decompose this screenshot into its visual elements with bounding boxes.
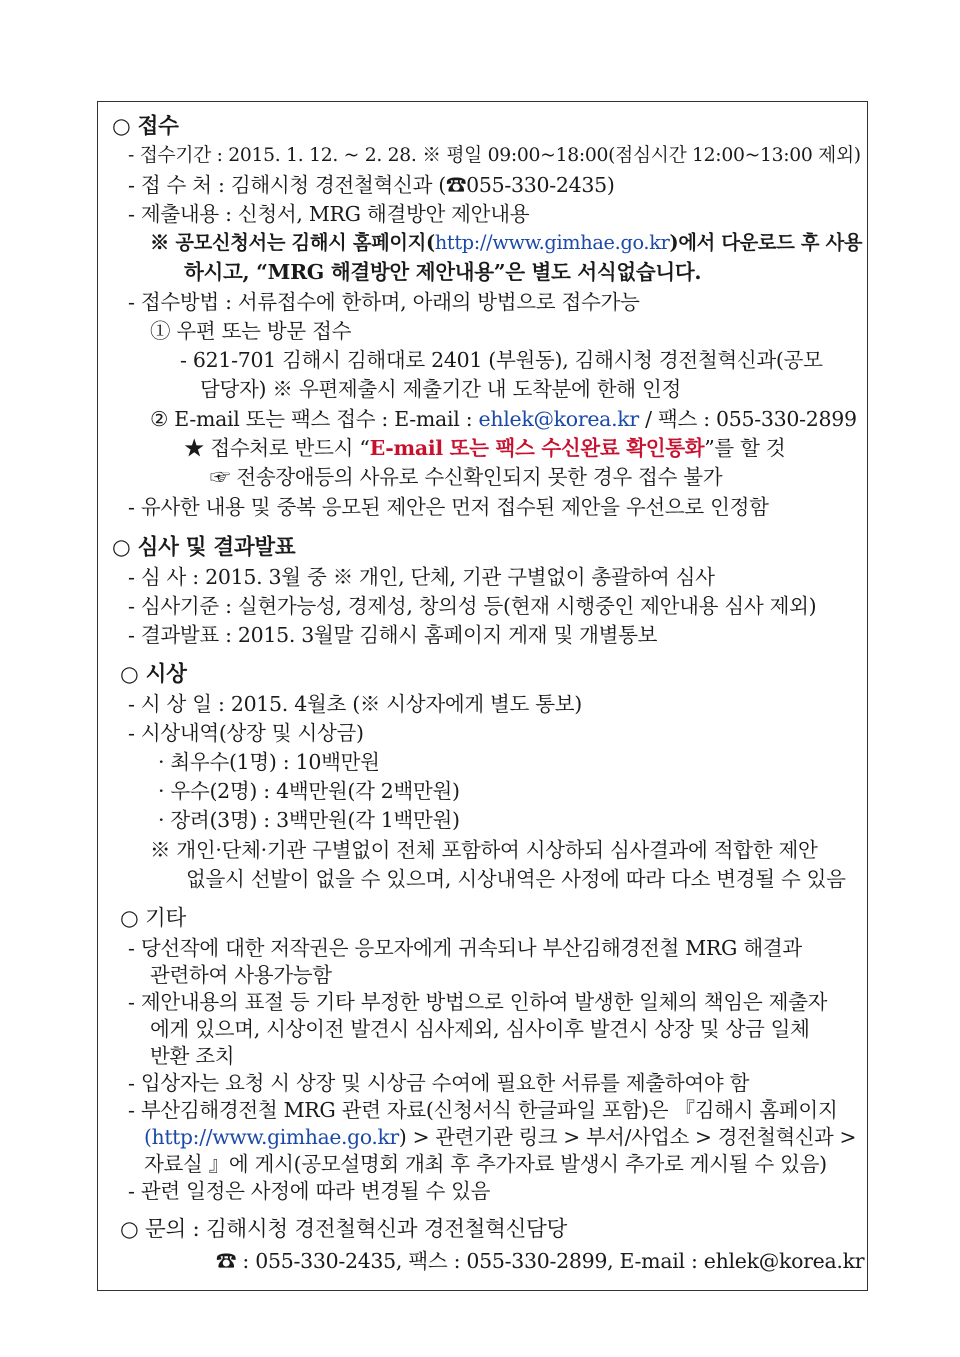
homepage-link[interactable]: http://www.gimhae.go.kr bbox=[434, 231, 670, 254]
etc-plagiarism-1: - 제안내용의 표절 등 기타 부정한 방법으로 인하여 발생한 일체의 책임은 제출자 bbox=[128, 990, 828, 1014]
confirm-call-notice bbox=[184, 434, 785, 462]
reception-note-1-post: )에서 다운로드 후 사용 bbox=[669, 231, 863, 254]
similar-proposals: - 유사한 내용 및 중복 응모된 제안은 먼저 접수된 제안을 우선으로 인정함 bbox=[128, 495, 769, 519]
etc-copyright-1: - 당선작에 대한 저작권은 응모자에게 귀속되나 부산김해경전철 MRG 해결과 bbox=[128, 936, 802, 960]
star-pre: ★ 접수처로 반드시 “ bbox=[184, 436, 370, 460]
method-email-fax-pre: ② E-mail 또는 팩스 접수 : E-mail : bbox=[150, 407, 479, 431]
reception-contents: - 제출내용 : 신청서, MRG 해결방안 제안내용 bbox=[128, 202, 530, 226]
award-note-2: 없을시 선발이 없을 수 있으며, 시상내역은 사정에 따라 다소 변경될 수 있음 bbox=[186, 867, 846, 891]
materials-homepage-link[interactable]: (http://www.gimhae.go.kr bbox=[144, 1125, 399, 1149]
method-mail-address-2: 담당자) ※ 우편제출시 제출기간 내 도착분에 한해 인정 bbox=[200, 377, 681, 401]
prize-third: · 장려(3명) : 3백만원(각 1백만원) bbox=[158, 808, 460, 832]
section-heading-award: ○ 시상 bbox=[120, 662, 187, 687]
review-criteria: - 심사기준 : 실현가능성, 경제성, 창의성 등(현재 시행중인 제안내용 심사 제외) bbox=[128, 594, 817, 618]
etc-materials-2 bbox=[144, 1123, 856, 1151]
section-heading-etc: ○ 기타 bbox=[120, 906, 186, 931]
prize-first: · 최우수(1명) : 10백만원 bbox=[158, 750, 380, 774]
star-red: E-mail 또는 팩스 수신완료 확인통화 bbox=[369, 436, 705, 460]
award-note-1: ※ 개인·단체·기관 구별없이 전체 포함하여 시상하되 심사결과에 적합한 제안 bbox=[150, 838, 818, 862]
section-heading-review: ○ 심사 및 결과발표 bbox=[112, 535, 296, 560]
method-mail-address-1: - 621-701 김해시 김해대로 2401 (부원동), 김해시청 경전철혁신과(공모 bbox=[180, 348, 823, 372]
award-details: - 시상내역(상장 및 시상금) bbox=[128, 721, 364, 745]
prize-second: · 우수(2명) : 4백만원(각 2백만원) bbox=[158, 779, 460, 803]
email-link[interactable]: ehlek@korea.kr bbox=[478, 407, 639, 431]
reception-note-1 bbox=[150, 229, 862, 257]
reception-method: - 접수방법 : 서류접수에 한하며, 아래의 방법으로 접수가능 bbox=[128, 290, 640, 314]
reception-note-1-pre: ※ 공모신청서는 김해시 홈페이지( bbox=[150, 231, 435, 254]
reception-period: - 접수기간 : 2015. 1. 12. ~ 2. 28. ※ 평일 09:00~18:00(점심시간 12:00~13:00 제외) bbox=[128, 145, 861, 166]
etc-plagiarism-3: 반환 조치 bbox=[150, 1044, 235, 1068]
reception-note-2: 하시고, “MRG 해결방안 제안내용”은 별도 서식없습니다. bbox=[184, 260, 702, 284]
etc-schedule-change: - 관련 일정은 사정에 따라 변경될 수 있음 bbox=[128, 1179, 491, 1203]
method-mail: ① 우편 또는 방문 접수 bbox=[150, 319, 352, 343]
etc-plagiarism-2: 에게 있으며, 시상이전 발견시 심사제외, 심사이후 발견시 상장 및 상금 일체 bbox=[150, 1017, 810, 1041]
method-email-fax-post: / 팩스 : 055-330-2899 bbox=[638, 407, 857, 431]
star-post: ”를 할 것 bbox=[704, 436, 786, 460]
review-schedule: - 심 사 : 2015. 3월 중 ※ 개인, 단체, 기관 구별없이 총괄하여 심사 bbox=[128, 565, 715, 589]
review-announcement: - 결과발표 : 2015. 3월말 김해시 홈페이지 게재 및 개별통보 bbox=[128, 623, 658, 647]
reception-place: - 접 수 처 : 김해시청 경전철혁신과 (☎055-330-2435) bbox=[128, 173, 615, 197]
method-email-fax bbox=[150, 405, 857, 433]
contact-line: ☎ : 055-330-2435, 팩스 : 055-330-2899, E-mail : ehlek@korea.kr bbox=[216, 1249, 865, 1273]
transmission-notice: ☞ 전송장애등의 사유로 수신확인되지 못한 경우 접수 불가 bbox=[210, 465, 723, 489]
etc-materials-1: - 부산김해경전철 MRG 관련 자료(신청서식 한글파일 포함)은 『김해시 홈페이지 bbox=[128, 1098, 838, 1122]
etc-materials-3: 자료실 』에 게시(공모설명회 개최 후 추가자료 발생시 추가로 게시될 수 있음) bbox=[144, 1152, 827, 1176]
award-date: - 시 상 일 : 2015. 4월초 (※ 시상자에게 별도 통보) bbox=[128, 692, 582, 716]
etc-documents: - 입상자는 요청 시 상장 및 시상금 수여에 필요한 서류를 제출하여야 함 bbox=[128, 1071, 750, 1095]
etc-materials-2-post: ) > 관련기관 링크 > 부서/사업소 > 경전철혁신과 > bbox=[398, 1125, 857, 1149]
section-heading-contact: ○ 문의 : 김해시청 경전철혁신과 경전철혁신담당 bbox=[120, 1217, 567, 1242]
etc-copyright-2: 관련하여 사용가능함 bbox=[150, 963, 332, 987]
section-heading-reception: ○ 접수 bbox=[112, 114, 179, 139]
